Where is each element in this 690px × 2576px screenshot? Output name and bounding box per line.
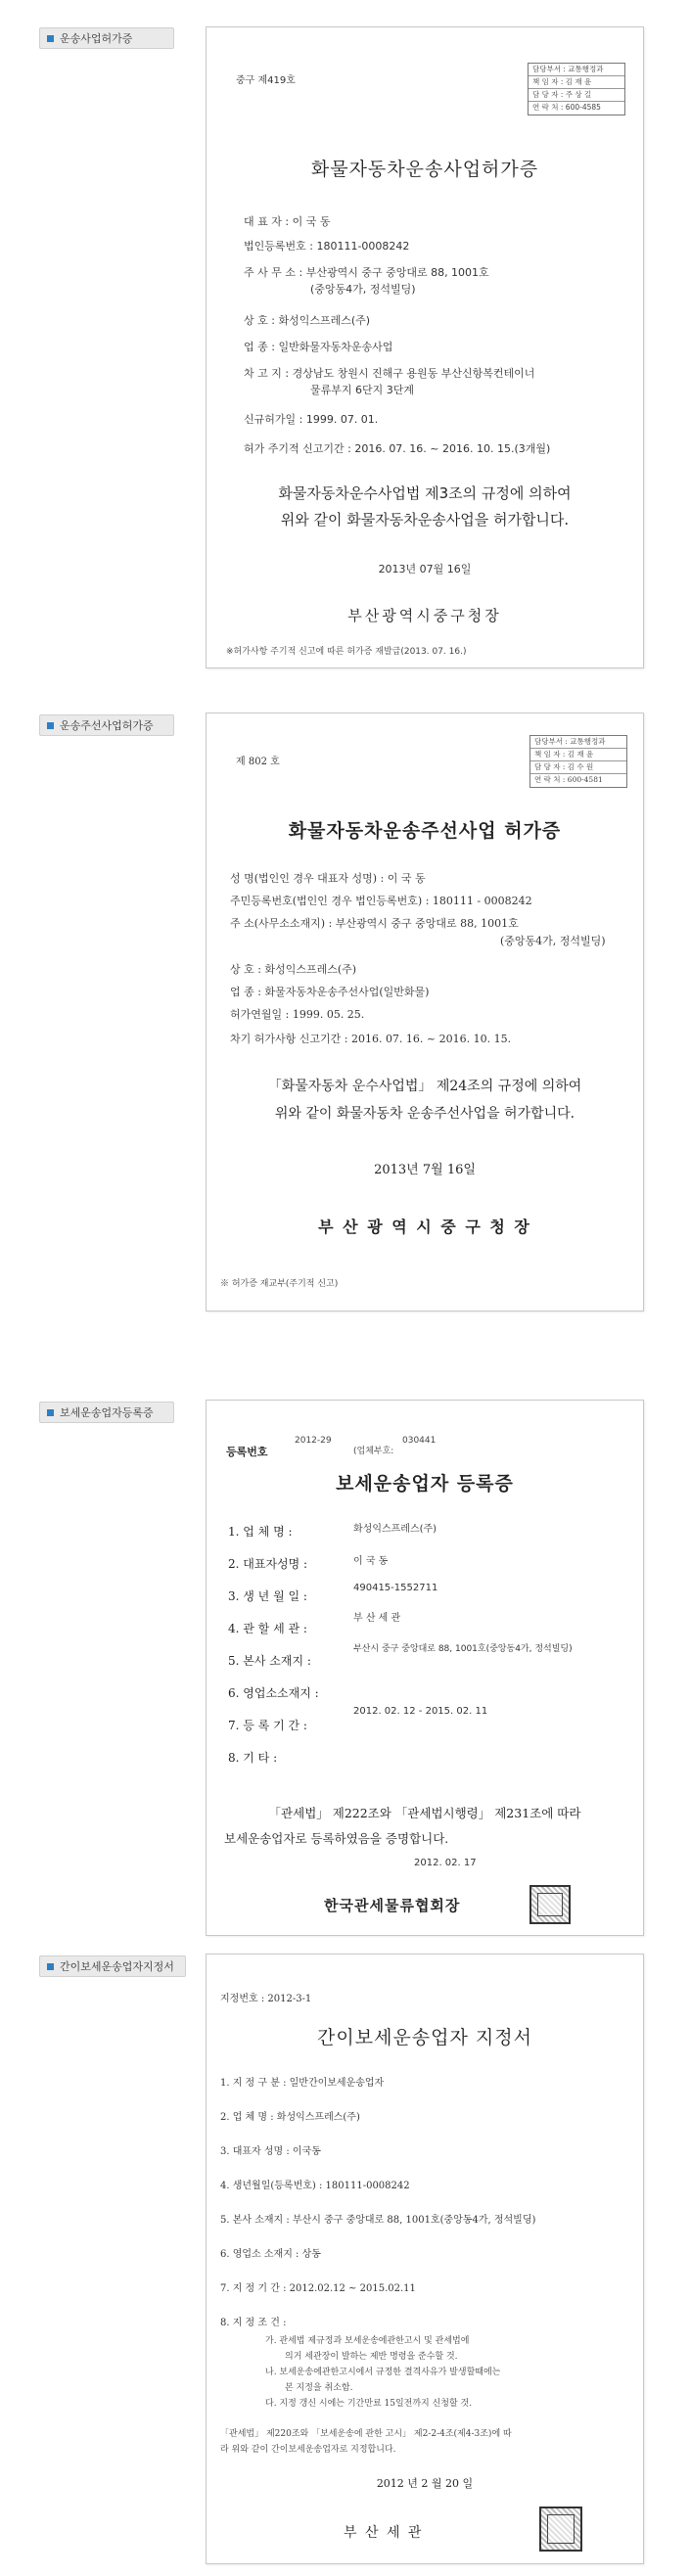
document-title: 화물자동차운송사업허가증	[310, 159, 539, 180]
section-tag	[39, 1402, 174, 1423]
field-new-license-date: 신규허가일 : 1999. 07. 01.	[244, 413, 379, 426]
field-report-period: 차기 허가사항 신고기간 : 2016. 07. 16. ~ 2016. 10. 15.	[230, 1033, 512, 1045]
condition-line: 다. 지정 갱신 시에는 기간만료 15일전까지 신청할 것.	[265, 2399, 473, 2409]
approval-row: 책 임 자 : 김 재 윤	[529, 76, 624, 89]
approval-box	[528, 63, 625, 115]
condition-line: 가. 관세법 제규정과 보세운송에관한고시 및 관세법에	[265, 2336, 470, 2346]
section-tag-label: 운송주선사업허가증	[60, 719, 154, 732]
field-label: 4. 관 할 세 관 :	[228, 1622, 307, 1635]
field-line: 6. 영업소 소재지 : 상동	[220, 2249, 321, 2260]
field-line: 3. 대표자 성명 : 이국동	[220, 2146, 321, 2157]
field-company-name: 상 호 : 화성익스프레스(주)	[244, 314, 371, 327]
section-tag-label: 운송사업허가증	[60, 32, 133, 45]
approval-row: 연 락 처 : 600-4585	[532, 103, 601, 112]
statement-line: 화물자동차운수사업법 제3조의 규정에 의하여	[278, 484, 572, 502]
issue-date: 2013년 07월 16일	[378, 563, 472, 575]
field-name: 성 명(법인인 경우 대표자 성명) : 이 국 동	[230, 872, 426, 885]
field-address: 주 소(사무소소재지) : 부산광역시 중구 중앙대로 88, 1001호	[230, 917, 519, 930]
document-bonded-registration	[206, 1400, 644, 1936]
document-simplified-bonded	[206, 1954, 644, 2564]
document-title: 보세운송업자 등록증	[336, 1473, 514, 1495]
statement-line: 위와 같이 화물자동차운송사업을 허가합니다.	[280, 511, 570, 529]
field-head-office-cont: (중앙동4가, 정석빌딩)	[310, 283, 416, 296]
section-tag	[39, 714, 174, 736]
field-value: 부 산 세 관	[353, 1613, 401, 1624]
field-label: 6. 영업소소재지 :	[228, 1686, 319, 1700]
issue-date: 2013년 7월 16일	[374, 1163, 476, 1177]
approval-row: 담당부서 : 교통행정과	[529, 64, 624, 76]
document-transport-license	[206, 26, 644, 668]
footnote: ※허가사항 주기적 신고에 따른 허가증 재발급(2013. 07. 16.)	[226, 647, 467, 657]
registration-number: 2012-29	[295, 1436, 332, 1446]
field-label: 1. 업 체 명 :	[228, 1525, 293, 1539]
issuer: 부 산 광 역 시 중 구 청 장	[318, 1218, 531, 1236]
statement-line: 「관세법」 제222조와 「관세법시행령」 제231조에 따라	[268, 1806, 581, 1820]
field-business-type: 업 종 : 일반화물자동차운송사업	[244, 341, 393, 353]
statement-line: 「화물자동차 운수사업법」 제24조의 규정에 의하여	[267, 1079, 582, 1094]
field-reg-no: 주민등록번호(법인인 경우 법인등록번호) : 180111 - 0008242	[230, 895, 532, 907]
official-seal	[539, 2507, 582, 2552]
issuer: 한국관세물류협회장	[324, 1897, 461, 1914]
field-label: 5. 본사 소재지 :	[228, 1654, 311, 1668]
official-seal	[529, 1885, 571, 1924]
condition-line: 나. 보세운송에관한고시에서 규정한 결격사유가 발생할때에는	[265, 2368, 501, 2377]
field-line: 2. 업 체 명 : 화성익스프레스(주)	[220, 2112, 360, 2123]
approval-row: 책 임 자 : 김 재 윤	[530, 749, 626, 761]
approval-row: 연 락 처 : 600-4581	[534, 775, 603, 784]
issuer: 부 산 세 관	[344, 2525, 424, 2541]
field-head-office: 주 사 무 소 : 부산광역시 중구 중앙대로 88, 1001호	[244, 266, 489, 279]
section-forwarding-license	[0, 675, 690, 1360]
section-tag-label: 간이보세운송업자지정서	[60, 1960, 174, 1973]
field-garage-cont: 물류부지 6단지 3단계	[310, 384, 414, 396]
field-representative: 대 표 자 : 이 국 동	[244, 215, 331, 228]
statement-line: 위와 같이 화물자동차 운송주선사업을 허가합니다.	[274, 1106, 575, 1122]
field-business-type: 업 종 : 화물자동차운송주선사업(일반화물)	[230, 986, 430, 998]
field-company-name: 상 호 : 화성익스프레스(주)	[230, 963, 357, 976]
issue-date: 2012. 02. 17	[414, 1858, 477, 1868]
field-label: 3. 생 년 월 일 :	[228, 1589, 307, 1603]
field-label: 7. 등 록 기 간 :	[228, 1719, 307, 1732]
field-value: 490415-1552711	[353, 1583, 438, 1593]
footnote: ※ 허가증 재교부(주기적 신고)	[220, 1279, 339, 1289]
document-title: 화물자동차운송주선사업 허가증	[288, 820, 562, 842]
approval-row: 담 당 자 : 김 수 원	[530, 761, 626, 774]
field-line: 5. 본사 소재지 : 부산시 중구 중앙대로 88, 1001호(중앙동4가, 정석빌딩)	[220, 2215, 536, 2226]
business-code: 030441	[402, 1436, 437, 1446]
registration-number-label: 등록번호	[226, 1446, 268, 1458]
field-value: 부산시 중구 중앙대로 88, 1001호(중앙동4가, 정석빌딩)	[353, 1644, 573, 1654]
issuer: 부산광역시중구청장	[347, 607, 502, 624]
field-value: 이 국 동	[353, 1556, 389, 1567]
field-value: 2012. 02. 12 - 2015. 02. 11	[353, 1706, 488, 1717]
field-value: 화성익스프레스(주)	[353, 1524, 437, 1535]
section-tag	[39, 1955, 186, 1977]
field-label: 8. 기 타 :	[228, 1751, 278, 1765]
field-garage: 차 고 지 : 경상남도 창원시 진해구 용원동 부산신항복컨테이너	[244, 367, 535, 380]
approval-row: 담당부서 : 교통행정과	[530, 736, 626, 749]
section-tag	[39, 27, 174, 49]
field-report-period: 허가 주기적 신고기간 : 2016. 07. 16. ~ 2016. 10. 15.(3개월)	[244, 442, 551, 455]
statement-line: 라 위와 같이 간이보세운송업자로 지정합니다.	[220, 2445, 396, 2455]
section-tag-label: 보세운송업자등록증	[60, 1406, 154, 1419]
statement-line: 「관세법」 제220조와 「보세운송에 관한 고시」 제2-2-4조(제4-3조)에 따	[220, 2429, 512, 2439]
field-corp-reg-no: 법인등록번호 : 180111-0008242	[244, 240, 410, 253]
document-title: 간이보세운송업자 지정서	[317, 2027, 532, 2048]
approval-box	[529, 735, 627, 788]
field-line: 7. 지 정 기 간 : 2012.02.12 ~ 2015.02.11	[220, 2283, 416, 2294]
document-number: 제 802 호	[236, 757, 280, 767]
field-line: 8. 지 정 조 건 :	[220, 2318, 287, 2328]
condition-line: 본 지정을 취소함.	[285, 2383, 353, 2393]
field-line: 4. 생년월일(등록번호) : 180111-0008242	[220, 2181, 410, 2191]
issue-date: 2012 년 2 월 20 일	[376, 2477, 474, 2490]
field-address-cont: (중앙동4가, 정석빌딩)	[500, 935, 606, 947]
section-bonded-transport-registration	[0, 1360, 690, 1948]
approval-row: 담 당 자 : 주 상 길	[529, 89, 624, 102]
document-number: 지정번호 : 2012-3-1	[220, 1994, 312, 2004]
document-forwarding-license	[206, 713, 644, 1311]
document-number: 중구 제419호	[236, 75, 296, 86]
business-code-label: (업체부호:	[353, 1447, 394, 1456]
condition-line: 의거 세관장이 발하는 제반 명령을 준수할 것.	[285, 2352, 458, 2362]
section-transport-license	[0, 0, 690, 675]
field-label: 2. 대표자성명 :	[228, 1557, 308, 1571]
field-line: 1. 지 정 구 분 : 일반간이보세운송업자	[220, 2078, 385, 2089]
statement-line: 보세운송업자로 등록하였음을 증명합니다.	[224, 1831, 449, 1846]
section-simplified-bonded-designation	[0, 1948, 690, 2576]
field-license-date: 허가연월일 : 1999. 05. 25.	[230, 1008, 365, 1021]
